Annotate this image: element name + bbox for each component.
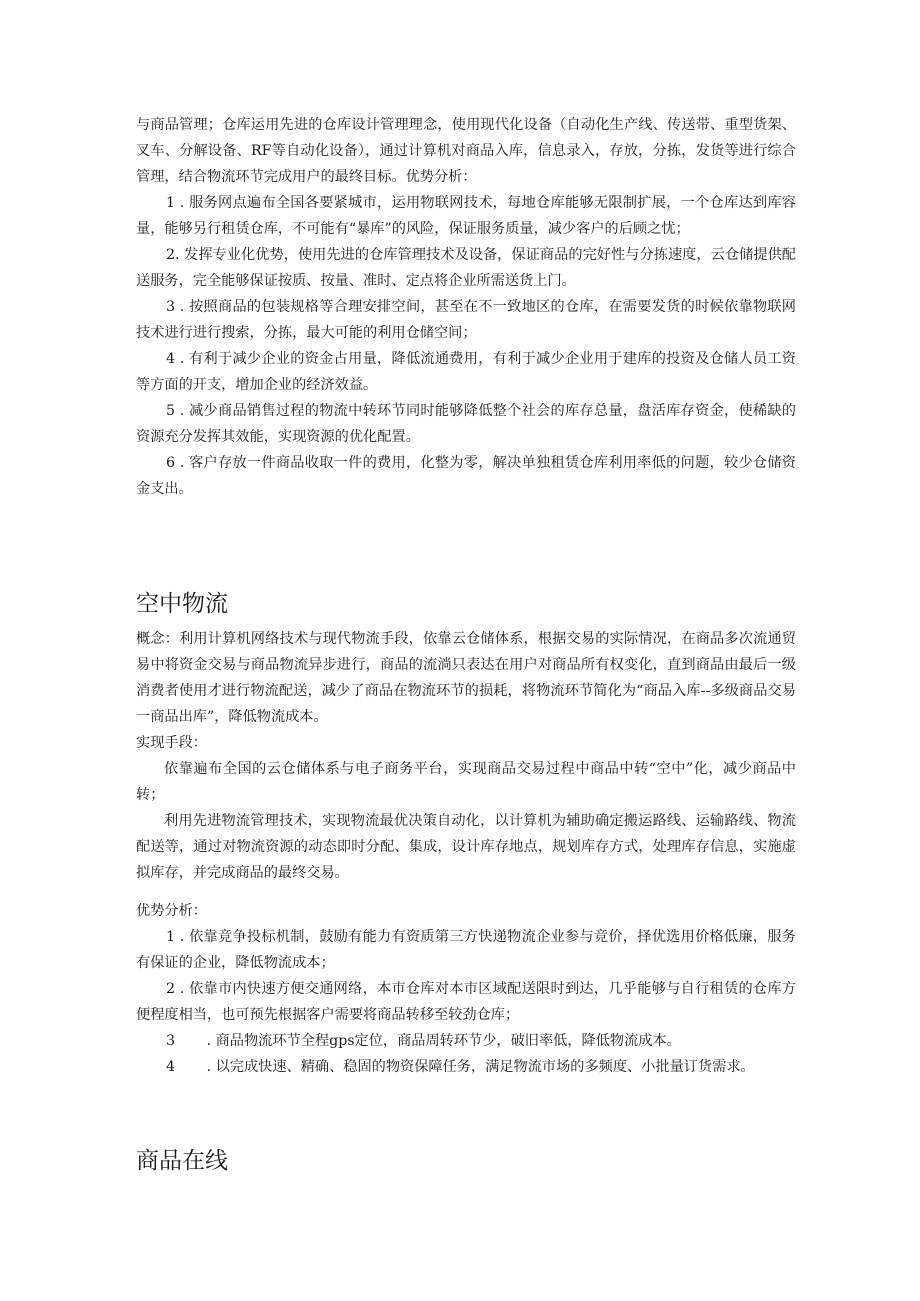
heading-goods-online: 商品在线	[136, 1148, 228, 1174]
air-advantage-item-3: 3 . 商品物流环节全程gps定位，商品周转环节少，破旧率低，降低物流成本。	[166, 1033, 681, 1049]
air-advantage-item-2: 2 . 依靠市内快速方便交通网络，本市仓库对本市区域配送限时到达，几乎能够与自行租赁的仓库方便程度相当，也可预先根据客户需要将商品转移至较劲仓库；	[136, 981, 796, 1023]
section-air-logistics	[136, 626, 796, 1080]
advantage-label: 优势分析：	[136, 903, 207, 919]
air-advantage-item-1: 1 . 依靠竞争投标机制，鼓励有能力有资质第三方快递物流企业参与竞价，择优选用价格低廉，服务有保证的企业，降低物流成本；	[136, 929, 796, 971]
means-label: 实现手段：	[136, 735, 207, 751]
means-item-1: 依靠遍布全国的云仓储体系与电子商务平台，实现商品交易过程中商品中转“空中”化，减少商品中转；	[136, 761, 796, 803]
advantage-item-5: 5 . 减少商品销售过程的物流中转环节同时能够降低整个社会的库存总量，盘活库存资金，使稀缺的资源充分发挥其效能，实现资源的优化配置。	[136, 403, 796, 445]
advantage-item-4: 4 . 有利于减少企业的资金占用量，降低流通费用，有利于减少企业用于建库的投资及仓储人员工资等方面的开支，增加企业的经济效益。	[136, 351, 796, 393]
heading-air-logistics: 空中物流	[136, 591, 228, 617]
advantage-item-6: 6 . 客户存放一件商品收取一件的费用，化整为零，解决单独租赁仓库利用率低的问题，较少仓储资金支出。	[136, 455, 796, 497]
advantage-item-1: 1 . 服务网点遍布全国各要紧城市，运用物联网技术，每地仓库能够无限制扩展，一个仓库达到库容量，能够另行租赁仓库，不可能有“暴库”的风险，保证服务质量，减少客户的后顾之忧；	[136, 195, 796, 237]
concept-paragraph: 概念：利用计算机网络技术与现代物流手段，依靠云仓储体系，根据交易的实际情况，在商品多次流通贸易中将资金交易与商品物流异步进行，商品的流淌只表达在用户对商品所有权变化，直到商品由最后一级消费者使用才进行物流配送，减少了商品在物流环节的损耗，将物流环节简化为“商品入库--多级商品交易一商品出库”，降低物流成本。	[136, 631, 796, 725]
advantage-item-2: 2. 发挥专业化优势，使用先进的仓库管理技术及设备，保证商品的完好性与分拣速度，云仓储提供配送服务，完全能够保证按质、按量、准时、定点将企业所需送货上门。	[136, 247, 796, 289]
advantage-item-3: 3 . 按照商品的包装规格等合理安排空间，甚至在不一致地区的仓库，在需要发货的时候依靠物联网技术进行进行搜索，分拣，最大可能的利用仓储空间；	[136, 299, 796, 341]
intro-paragraph: 与商品管理；仓库运用先进的仓库设计管理理念，使用现代化设备（自动化生产线、传送带、重型货架、叉车、分解设备、RF等自动化设备），通过计算机对商品入库，信息录入，存放，分拣，发货等进行综合管理，结合物流环节完成用户的最终目标。优势分析：	[136, 117, 796, 185]
air-advantage-item-4: 4 . 以完成快速、精确、稳固的物资保障任务，满足物流市场的多频度、小批量订货需求。	[166, 1059, 755, 1075]
section-cloud-storage	[136, 112, 796, 502]
means-item-2: 利用先进物流管理技术，实现物流最优决策自动化，以计算机为辅助确定搬运路线、运输路线、物流配送等，通过对物流资源的动态即时分配、集成，设计库存地点，规划库存方式，处理库存信息，实施虚拟库存，并完成商品的最终交易。	[136, 813, 796, 881]
